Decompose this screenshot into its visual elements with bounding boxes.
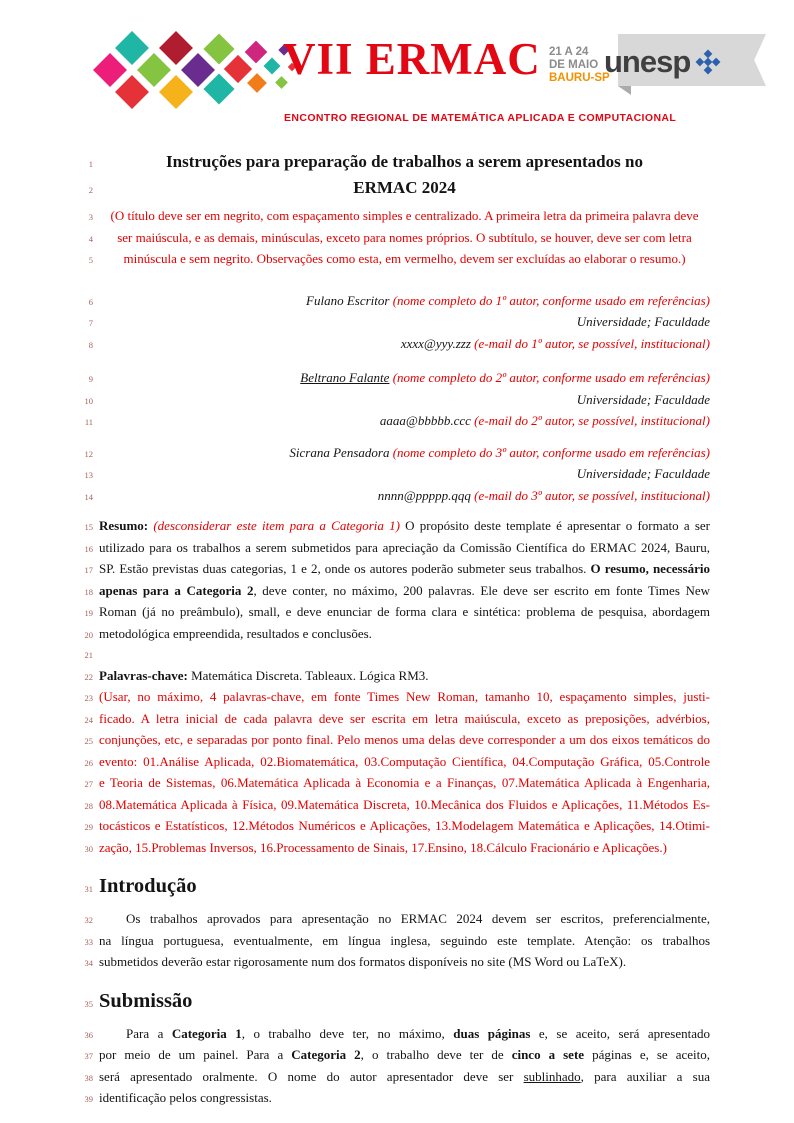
doc-line: [79, 312, 710, 334]
doc-line: [79, 624, 710, 646]
line-text: [99, 952, 710, 973]
line-number: 23: [84, 693, 93, 703]
doc-line: [79, 390, 710, 412]
line-number: 29: [84, 822, 93, 832]
text-segment: , deve conter, no máximo, 200 palavras. Ele deve ser escrito em fonte Times New: [253, 582, 710, 598]
line-number: 28: [84, 800, 93, 811]
unesp-logo-text: unesp: [604, 44, 691, 79]
mosaic-diamond: [159, 31, 193, 65]
doc-line: [79, 228, 710, 250]
doc-line: [79, 816, 710, 838]
line-number: 15: [84, 522, 93, 532]
doc-line: [79, 795, 710, 817]
line-text: [99, 516, 710, 537]
text-segment: por meio de um painel. Para a: [99, 1047, 292, 1062]
line-text: [99, 559, 710, 580]
doc-line: [79, 538, 710, 560]
line-number: 21: [84, 650, 93, 660]
mosaic-diamond: [203, 33, 234, 64]
text-segment: (e-mail do 1º autor, se possível, institucional): [474, 335, 710, 351]
text-segment: duas páginas: [453, 1025, 531, 1041]
unesp-diamond-icon: [695, 49, 721, 75]
line-number: 6: [88, 296, 93, 307]
doc-line: [79, 559, 710, 581]
doc-line: [79, 952, 710, 974]
line-text: [99, 909, 710, 930]
text-segment: apenas para a Categoria 2: [99, 582, 254, 598]
doc-line: [79, 581, 710, 603]
text-segment: Fulano Escritor: [306, 292, 393, 308]
text-segment: Universidade; Faculdade: [576, 391, 710, 407]
text-segment: zação, 15.Problemas Inversos, 16.Processamento de Sinais, 17.Ensino, 18.Cálculo Fracionário e Aplicações.): [99, 839, 667, 855]
line-text: [99, 873, 710, 900]
line-number: 38: [84, 1072, 93, 1083]
doc-line: [79, 486, 710, 508]
line-number: 7: [88, 318, 93, 328]
line-number: 1: [88, 159, 93, 169]
doc-line: [79, 464, 710, 486]
text-segment: (nome completo do 1º autor, conforme usado em referências): [392, 292, 710, 308]
line-text: [99, 752, 710, 773]
text-segment: (O título deve ser em negrito, com espaçamento simples e centralizado. A primeira letra da primeira palavra deve: [110, 208, 699, 223]
line-number: 35: [84, 998, 93, 1009]
mosaic-diamond: [224, 55, 252, 83]
event-date-range: 21 A 24: [549, 46, 589, 58]
text-segment: e Teoria de Sistemas, 06.Matemática Aplicada à Economia e a Finanças, 07.Matemática Aplicada à Engenharia,: [99, 775, 710, 790]
line-number: 16: [84, 543, 93, 554]
text-segment: (e-mail do 2º autor, se possível, institucional): [474, 413, 710, 428]
line-text: [99, 486, 710, 507]
line-text: [99, 1088, 710, 1109]
line-number: 10: [84, 395, 93, 406]
line-number: 17: [84, 565, 93, 575]
doc-line: [79, 1067, 710, 1089]
mosaic-diamond: [203, 73, 234, 104]
line-text: [99, 150, 710, 173]
doc-line: [79, 988, 710, 1018]
document-lines: [0, 132, 794, 1110]
text-segment: Resumo:: [99, 518, 154, 533]
doc-line: [79, 334, 710, 356]
doc-line: [79, 873, 710, 903]
line-text: [99, 931, 710, 952]
text-segment: 08.Matemática Aplicada à Física, 09.Matemática Discreta, 10.Mecânica dos Fluidos e Aplicações, 11.Métodos Es-: [99, 796, 710, 812]
line-number: 8: [88, 339, 93, 350]
line-text: [99, 206, 710, 227]
text-segment: na língua portuguesa, eventualmente, em língua inglesa, seguindo este template. Atenção: os trabalhos: [99, 932, 710, 948]
line-text: [99, 988, 710, 1015]
text-segment: Roman (já no preâmbulo), small, e deve enunciar de forma clara e sintética: problema de pesquisa, abordagem: [99, 604, 710, 619]
mosaic-diamond: [159, 75, 193, 109]
doc-line: [79, 773, 710, 795]
doc-line: [79, 516, 710, 538]
line-text: [99, 602, 710, 623]
text-segment: Instruções para preparação de trabalhos a serem apresentados no: [166, 152, 643, 171]
line-text: [99, 228, 710, 249]
event-dates: [549, 46, 610, 85]
line-number: 24: [84, 714, 93, 725]
doc-line: [79, 368, 710, 390]
line-number: 14: [84, 491, 93, 502]
text-segment: Palavras-chave:: [99, 667, 192, 683]
line-text: [99, 312, 710, 333]
line-number: 19: [84, 608, 93, 618]
unesp-ribbon-fold: [618, 86, 631, 95]
line-text: [99, 538, 710, 559]
line-text: [99, 1067, 710, 1088]
text-segment: conjunções, etc, e separadas por ponto final. Pelo menos uma delas deve corresponder a um dos eixos temáticos do: [99, 732, 710, 747]
text-segment: Matemática Discreta. Tableaux. Lógica RM3.: [191, 667, 429, 683]
line-number: 27: [84, 779, 93, 789]
text-segment: Universidade; Faculdade: [576, 466, 710, 481]
text-segment: Categoria 1: [171, 1025, 242, 1041]
line-text: [99, 176, 710, 199]
line-text: [99, 334, 710, 355]
doc-line: [79, 602, 710, 624]
text-segment: Os trabalhos aprovados para apresentação no ERMAC 2024 devem ser escritos, preferencialmente,: [126, 911, 710, 926]
line-number: 13: [84, 470, 93, 480]
line-text: [99, 838, 710, 859]
text-segment: ficado. A letra inicial de cada palavra deve ser escrita em letra maiúscula, exceto as preposições, advérbios,: [99, 710, 710, 726]
text-segment: Beltrano Falante: [300, 370, 390, 385]
line-text: [99, 709, 710, 730]
line-number: 34: [84, 958, 93, 968]
doc-line: [79, 687, 710, 709]
doc-line: [79, 752, 710, 774]
mosaic-diamond: [115, 31, 149, 65]
mosaic-diamond: [137, 53, 171, 87]
line-number: 2: [88, 185, 93, 195]
text-segment: O propósito deste template é apresentar o formato a ser: [405, 518, 710, 533]
text-segment: SP. Estão previstas duas categorias, 1 e 2, onde os autores poderão submeter seus trabalhos.: [99, 561, 591, 576]
line-text: [99, 464, 710, 485]
line-number: 37: [84, 1051, 93, 1061]
text-segment: metodológica empreendida, resultados e conclusões.: [99, 625, 372, 641]
text-segment: , o trabalho deve ter de: [360, 1047, 512, 1062]
line-number: 30: [84, 843, 93, 854]
text-segment: utilizado para os trabalhos a serem submetidos para apreciação da Comissão Científica do ERMAC 2024, Bauru,: [99, 539, 710, 555]
text-segment: (nome completo do 3º autor, conforme usado em referências): [392, 444, 710, 460]
text-segment: (Usar, no máximo, 4 palavras-chave, em fonte Times New Roman, tamanho 10, espaçamento simples, justi-: [99, 689, 710, 704]
text-segment: será apresentado oralmente. O nome do autor apresentador deve ser: [99, 1068, 524, 1084]
line-number: 12: [84, 448, 93, 459]
text-segment: , o trabalho deve ter, no máximo,: [241, 1025, 454, 1041]
ermac-logo-title: VII ERMAC: [283, 34, 541, 84]
doc-line: [79, 206, 710, 228]
doc-line: [79, 1045, 710, 1067]
line-number: 4: [88, 233, 93, 244]
line-number: 36: [84, 1029, 93, 1040]
line-text: [99, 581, 710, 602]
doc-line: [79, 176, 710, 202]
doc-line: [79, 709, 710, 731]
text-segment: tocásticos e Estatísticos, 12.Métodos Numéricos e Aplicações, 13.Modelagem Matemática e Aplicações, 14.Otimi-: [99, 818, 710, 833]
text-segment: páginas e, se aceito,: [584, 1047, 711, 1062]
line-text: [99, 443, 710, 464]
text-segment: Introdução: [99, 875, 197, 897]
text-segment: submetidos deverão estar rigorosamente num dos formatos disponíveis no site (MS Word ou LaTeX).: [99, 954, 627, 969]
text-segment: sublinhado: [523, 1068, 581, 1084]
line-text: [99, 730, 710, 751]
unesp-logo: [604, 44, 721, 80]
text-segment: minúscula e sem negrito. Observações como esta, em vermelho, devem ser excluídas ao elaborar o resumo.): [123, 251, 686, 266]
line-text: [99, 666, 710, 687]
line-number: 32: [84, 915, 93, 925]
line-text: [99, 249, 710, 270]
text-segment: nnnn@ppppp.qqq: [377, 487, 475, 503]
line-text: [99, 624, 710, 645]
doc-line: [79, 1024, 710, 1046]
text-segment: (desconsiderar este item para a Categoria 1): [153, 518, 406, 533]
text-segment: cinco a sete: [511, 1047, 585, 1062]
line-text: [99, 687, 710, 708]
mosaic-diamond: [115, 75, 149, 109]
text-segment: Para a: [126, 1025, 172, 1041]
doc-line: [79, 931, 710, 953]
line-number: 31: [84, 884, 93, 894]
text-segment: evento: 01.Análise Aplicada, 02.Biomatemática, 03.Computação Científica, 04.Computação Gráfica, 05.Controle: [99, 753, 710, 769]
event-date-month: DE MAIO: [549, 59, 599, 71]
text-segment: e, se aceito, será apresentado: [530, 1025, 710, 1041]
line-number: 9: [88, 374, 93, 384]
line-number: 18: [84, 586, 93, 597]
text-segment: (nome completo do 2º autor, conforme usado em referências): [392, 370, 710, 385]
event-subtitle: ENCONTRO REGIONAL DE MATEMÁTICA APLICADA E COMPUTACIONAL: [284, 112, 677, 124]
line-text: [99, 368, 710, 389]
ermac-logo-mosaic: [96, 32, 304, 116]
line-text: [99, 390, 710, 411]
doc-line: [79, 1088, 710, 1110]
doc-line: [79, 838, 710, 860]
line-text: [99, 1024, 710, 1045]
text-segment: Submissão: [99, 989, 193, 1012]
text-segment: aaaa@bbbbb.ccc: [379, 413, 475, 428]
text-segment: xxxx@yyy.zzz: [400, 335, 475, 351]
line-number: 20: [84, 629, 93, 640]
doc-line: [79, 730, 710, 752]
line-number: 25: [84, 736, 93, 746]
mosaic-diamond: [264, 58, 281, 75]
line-number: 5: [88, 255, 93, 265]
doc-line: [79, 443, 710, 465]
text-segment: (e-mail do 3º autor, se possível, institucional): [474, 487, 710, 503]
line-text: [99, 411, 710, 432]
doc-line: [79, 150, 710, 176]
line-number: 22: [84, 671, 93, 682]
text-segment: ser maiúscula, e as demais, minúsculas, exceto para nomes próprios. O subtítulo, se houver, deve ser com letra: [117, 229, 692, 245]
line-text: [99, 291, 710, 312]
line-text: [99, 816, 710, 837]
line-number: 26: [84, 757, 93, 768]
line-number: 33: [84, 936, 93, 947]
mosaic-diamond: [245, 41, 268, 64]
text-segment: Sicrana Pensadora: [289, 444, 393, 460]
document-header: [0, 30, 794, 132]
line-number: 3: [88, 212, 93, 222]
line-text: [99, 773, 710, 794]
doc-line: [79, 291, 710, 313]
doc-line: [79, 645, 710, 666]
text-segment: O resumo, necessário: [590, 561, 710, 576]
line-text: [99, 1045, 710, 1066]
mosaic-diamond: [93, 53, 127, 87]
text-segment: , para auxiliar a sua: [580, 1068, 710, 1084]
line-number: 39: [84, 1094, 93, 1104]
text-segment: Categoria 2: [291, 1047, 361, 1062]
line-number: 11: [84, 417, 93, 427]
doc-line: [79, 411, 710, 433]
mosaic-diamond: [247, 73, 267, 93]
doc-line: [79, 909, 710, 931]
event-location: BAURU-SP: [549, 72, 610, 84]
text-segment: Universidade; Faculdade: [576, 314, 710, 329]
text-segment: identificação pelos congressistas.: [99, 1090, 272, 1105]
text-segment: ERMAC 2024: [353, 178, 456, 197]
doc-line: [79, 666, 710, 688]
line-text: [99, 795, 710, 816]
doc-line: [79, 249, 710, 271]
